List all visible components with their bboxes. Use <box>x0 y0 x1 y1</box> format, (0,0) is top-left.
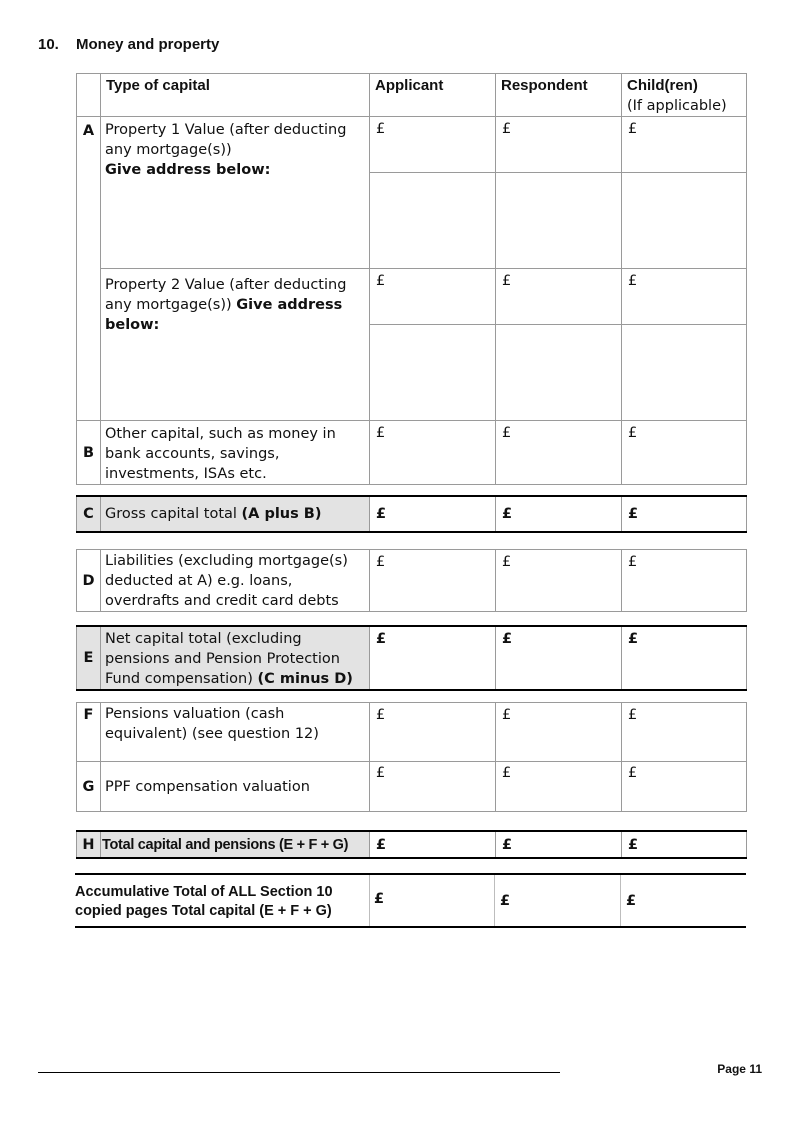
row-g-applicant-field[interactable] <box>370 762 496 812</box>
row-letter-h: H <box>77 831 101 858</box>
pound-sign: £ <box>628 631 639 647</box>
net-total-table <box>76 625 747 691</box>
row-d-children-field[interactable] <box>622 550 747 612</box>
pound-sign: £ <box>376 273 386 289</box>
property1-applicant-field[interactable] <box>370 117 496 173</box>
pensions-table <box>76 702 747 812</box>
pound-sign: £ <box>376 554 386 570</box>
property1-text: Property 1 Value (after deducting any mortgage(s)) <box>105 122 347 158</box>
property2-children-address[interactable] <box>622 325 747 421</box>
row-h-respondent-field[interactable] <box>496 831 622 858</box>
row-b-respondent-field[interactable] <box>496 421 622 485</box>
page-number: Page 11 <box>717 1062 762 1076</box>
row-b-applicant-field[interactable] <box>370 421 496 485</box>
total-capital-pensions-table <box>76 830 747 859</box>
header-type: Type of capital <box>101 74 370 117</box>
row-h-description: Total capital and pensions (E + F + G) <box>101 831 370 858</box>
pound-sign: £ <box>376 631 387 647</box>
row-g <box>77 762 747 812</box>
property1-children-field[interactable] <box>622 117 747 173</box>
row-f-respondent-field[interactable] <box>496 703 622 762</box>
pound-sign: £ <box>502 425 512 441</box>
pound-sign: £ <box>628 506 639 522</box>
property1-address-label: Give address below: <box>105 162 271 178</box>
property2-respondent-address[interactable] <box>496 325 622 421</box>
row-a-property1-value <box>77 117 747 173</box>
property1-respondent-field[interactable] <box>496 117 622 173</box>
property2-address-label: Give address below: <box>105 297 343 333</box>
header-children-sub: (If applicable) <box>627 98 727 114</box>
row-c-applicant-field[interactable] <box>370 496 496 532</box>
header-applicant: Applicant <box>370 74 496 117</box>
property2-applicant-field[interactable] <box>370 269 496 325</box>
pound-sign: £ <box>376 707 386 723</box>
row-a-property2-value <box>77 269 747 325</box>
pound-sign: £ <box>376 506 387 522</box>
accumulative-children-field[interactable]: £ <box>626 893 637 909</box>
pound-sign: £ <box>502 836 513 853</box>
row-g-children-field[interactable] <box>622 762 747 812</box>
accumulative-total-row <box>75 873 746 928</box>
property1-applicant-address[interactable] <box>370 173 496 269</box>
row-c-description <box>101 496 370 532</box>
row-letter-a: A <box>77 117 101 421</box>
row-h-children-field[interactable] <box>622 831 747 858</box>
property1-description <box>101 117 370 269</box>
divider <box>369 875 370 926</box>
header-row <box>77 74 747 117</box>
row-letter-b: B <box>77 421 101 485</box>
gross-total-table <box>76 495 747 533</box>
liabilities-table <box>76 549 747 612</box>
header-respondent: Respondent <box>496 74 622 117</box>
row-e-respondent-field[interactable] <box>496 626 622 690</box>
pound-sign: £ <box>628 425 638 441</box>
property1-respondent-address[interactable] <box>496 173 622 269</box>
pound-sign: £ <box>628 554 638 570</box>
row-b-children-field[interactable] <box>622 421 747 485</box>
property1-children-address[interactable] <box>622 173 747 269</box>
row-e-bold: (C minus D) <box>257 671 353 687</box>
pound-sign: £ <box>502 631 513 647</box>
row-letter-g: G <box>77 762 101 812</box>
property2-children-field[interactable] <box>622 269 747 325</box>
property2-respondent-field[interactable] <box>496 269 622 325</box>
row-e <box>77 626 747 690</box>
section-title <box>38 36 219 53</box>
row-h <box>77 831 747 858</box>
row-c-text: Gross capital total <box>105 506 237 522</box>
row-d <box>77 550 747 612</box>
divider <box>494 875 495 926</box>
row-letter-f: F <box>77 703 101 762</box>
row-letter-d: D <box>77 550 101 612</box>
section-number: 10. <box>38 36 59 53</box>
pound-sign: £ <box>502 121 512 137</box>
pound-sign: £ <box>502 707 512 723</box>
property2-applicant-address[interactable] <box>370 325 496 421</box>
accumulative-applicant-field[interactable]: £ <box>374 891 385 907</box>
footer-rule <box>38 1072 560 1073</box>
pound-sign: £ <box>502 506 513 522</box>
divider <box>620 875 621 926</box>
row-letter-e: E <box>77 626 101 690</box>
pound-sign: £ <box>502 765 512 781</box>
pound-sign: £ <box>376 425 386 441</box>
row-d-applicant-field[interactable] <box>370 550 496 612</box>
pound-sign: £ <box>628 273 638 289</box>
property2-description <box>101 269 370 421</box>
property2-text: Property 2 Value (after deducting any mortgage(s)) <box>105 277 347 313</box>
row-c <box>77 496 747 532</box>
row-f <box>77 703 747 762</box>
row-g-description: PPF compensation valuation <box>101 762 370 812</box>
header-children <box>622 74 747 117</box>
pound-sign: £ <box>628 121 638 137</box>
section-heading: Money and property <box>76 36 220 53</box>
pound-sign: £ <box>628 707 638 723</box>
row-f-children-field[interactable] <box>622 703 747 762</box>
pound-sign: £ <box>628 765 638 781</box>
row-e-children-field[interactable] <box>622 626 747 690</box>
row-c-bold: (A plus B) <box>241 506 322 522</box>
header-letter-cell <box>77 74 101 117</box>
row-e-description <box>101 626 370 690</box>
row-b-description: Other capital, such as money in bank accounts, savings, investments, ISAs etc. <box>101 421 370 485</box>
accumulative-total-label: Accumulative Total of ALL Section 10 copied pages Total capital (E + F + G) <box>75 884 333 919</box>
accumulative-respondent-field[interactable]: £ <box>500 893 511 909</box>
row-letter-c: C <box>77 496 101 532</box>
row-h-applicant-field[interactable] <box>370 831 496 858</box>
pound-sign: £ <box>376 765 386 781</box>
row-c-children-field[interactable] <box>622 496 747 532</box>
pound-sign: £ <box>628 836 639 853</box>
row-c-respondent-field[interactable] <box>496 496 622 532</box>
row-d-description: Liabilities (excluding mortgage(s) deducted at A) e.g. loans, overdrafts and credit card debts <box>101 550 370 612</box>
row-e-text: Net capital total (excluding pensions and Pension Protection Fund compensation) <box>105 631 340 687</box>
pound-sign: £ <box>376 836 387 853</box>
pound-sign: £ <box>502 273 512 289</box>
row-f-description: Pensions valuation (cash equivalent) (see question 12) <box>101 703 370 762</box>
pound-sign: £ <box>502 554 512 570</box>
row-g-respondent-field[interactable] <box>496 762 622 812</box>
row-d-respondent-field[interactable] <box>496 550 622 612</box>
capital-table <box>76 73 747 485</box>
row-f-applicant-field[interactable] <box>370 703 496 762</box>
header-children-label: Child(ren) <box>627 77 698 94</box>
row-b <box>77 421 747 485</box>
row-e-applicant-field[interactable] <box>370 626 496 690</box>
pound-sign: £ <box>376 121 386 137</box>
